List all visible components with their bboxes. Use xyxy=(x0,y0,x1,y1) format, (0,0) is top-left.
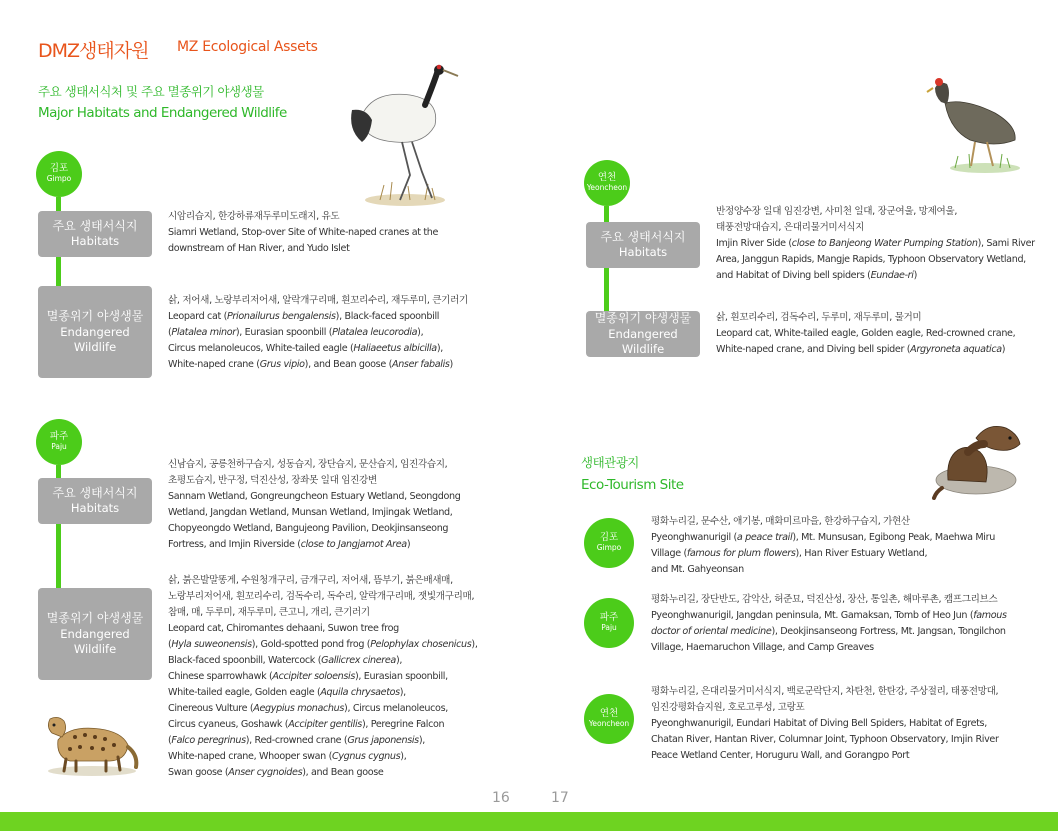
text-line: White-naped crane, and Diving bell spider (Argyroneta aquatica) xyxy=(716,344,1006,355)
text-line: 시암리습지, 한강하류재두루미도래지, 유도 xyxy=(168,211,340,222)
wildlife-label-ko: 멸종위기 야생생물 xyxy=(594,311,692,326)
eco-paju-text xyxy=(651,592,1051,656)
text-line: 평화누리길, 문수산, 애기봉, 매화미르마을, 한강하구습지, 가현산 xyxy=(651,516,910,527)
text-line: 반정양수장 일대 임진강변, 사미천 일대, 장군여울, 망제여울, xyxy=(716,206,958,217)
region-badge-label-ko: 연천 xyxy=(597,172,617,184)
section-title-eco-ko: 생태관광지 xyxy=(581,455,639,470)
region-badge-yeoncheon xyxy=(584,160,630,206)
habitats-label-box xyxy=(586,222,700,268)
text-line: Wetland, Jangdan Wetland, Munsan Wetland, Imjingak Wetland, xyxy=(168,507,453,518)
habitats-label-box xyxy=(38,211,152,257)
wildlife-label-en: Endangered Wildlife xyxy=(608,326,678,357)
habitats-label-ko: 주요 생태서식지 xyxy=(600,230,686,245)
habitats-label-en: Habitats xyxy=(70,234,120,249)
habitats-label-en: Habitats xyxy=(618,245,668,260)
text-line: Circus melanoleucos, White-tailed eagle (Haliaeetus albicilla), xyxy=(168,343,443,354)
region-badge-label-en: Gimpo xyxy=(46,174,72,184)
wildlife-label-ko: 멸종위기 야생생물 xyxy=(46,611,144,626)
text-line: Chatan River, Hantan River, Columnar Joint, Typhoon Observatory, Imjin River xyxy=(651,734,999,745)
leopard-cat-illustration xyxy=(40,705,140,777)
text-line: Village, Haemaruchon Village, and Camp Greaves xyxy=(651,642,874,653)
text-line: Leopard cat, White-tailed eagle, Golden eagle, Red-crowned crane, xyxy=(716,328,1016,339)
gimpo-wildlife-text xyxy=(168,293,478,373)
text-line: Leopard cat, Chiromantes dehaani, Suwon tree frog xyxy=(168,623,399,634)
text-line: Area, Janggun Rapids, Mangje Rapids, Typhoon Observatory Wetland, xyxy=(716,254,1026,265)
section-title-habitats-ko: 주요 생태서식처 및 주요 멸종위기 야생생물 xyxy=(38,84,264,99)
text-line: Sannam Wetland, Gongreungcheon Estuary Wetland, Seongdong xyxy=(168,491,461,502)
endangered-wildlife-label-box xyxy=(38,286,152,378)
habitats-label-ko: 주요 생태서식지 xyxy=(52,219,138,234)
text-line: Leopard cat (Prionailurus bengalensis), Black-faced spoonbill xyxy=(168,311,440,322)
text-line: Black-faced spoonbill, Watercock (Gallicrex cinerea), xyxy=(168,655,403,666)
text-line: 태풍전망대습지, 은대리물거미서식지 xyxy=(716,222,865,233)
text-line: Imjin River Side (close to Banjeong Water Pumping Station), Sami River xyxy=(716,238,1035,249)
text-line: (Platalea minor), Eurasian spoonbill (Platalea leucorodia), xyxy=(168,327,424,338)
text-line: White-naped crane, Whooper swan (Cygnus cygnus), xyxy=(168,751,407,762)
region-badge-paju xyxy=(36,419,82,465)
text-line: 초평도습지, 반구정, 덕진산성, 장좌못 일대 임진강변 xyxy=(168,475,377,486)
text-line: Pyeonghwanurigil, Eundari Habitat of Diving Bell Spiders, Habitat of Egrets, xyxy=(651,718,987,729)
region-badge-gimpo xyxy=(36,151,82,197)
region-badge-label-en: Paju xyxy=(601,623,617,633)
endangered-wildlife-label-box xyxy=(38,588,152,680)
eco-badge-gimpo xyxy=(584,518,634,568)
habitats-label-en: Habitats xyxy=(70,501,120,516)
text-line: Fortress, and Imjin Riverside (close to Jangjamot Area) xyxy=(168,539,411,550)
watercock-bird-illustration xyxy=(925,68,1025,176)
text-line: Swan goose (Anser cygnoides), and Bean goose xyxy=(168,767,384,778)
text-line: (Falco peregrinus), Red-crowned crane (Grus japonensis), xyxy=(168,735,425,746)
text-line: Village (famous for plum flowers), Han River Estuary Wetland, xyxy=(651,548,928,559)
habitats-label-box xyxy=(38,478,152,524)
text-line: Siamri Wetland, Stop-over Site of White-naped cranes at the xyxy=(168,227,439,238)
text-line: Circus cyaneus, Goshawk (Accipiter gentilis), Peregrine Falcon xyxy=(168,719,445,730)
text-line: (Hyla suweonensis), Gold-spotted pond frog (Pelophylax chosenicus), xyxy=(168,639,478,650)
paju-habitats-text xyxy=(168,457,488,553)
text-line: and Mt. Gahyeonsan xyxy=(651,564,744,575)
eco-yeoncheon-text xyxy=(651,684,1051,764)
page-title-korean: DMZ생태자원 xyxy=(38,40,149,62)
region-badge-label-en: Paju xyxy=(51,442,67,452)
wildlife-label-en: Endangered Wildlife xyxy=(60,626,130,657)
red-crowned-crane-illustration xyxy=(340,60,470,210)
text-line: Chopyeongdo Wetland, Bangujeong Pavilion, Deokjinsanseong xyxy=(168,523,449,534)
otter-illustration xyxy=(928,418,1028,500)
eco-badge-yeoncheon xyxy=(584,694,634,744)
text-line: 참매, 매, 두루미, 재두루미, 큰고니, 개리, 큰기러기 xyxy=(168,607,370,618)
eco-gimpo-text xyxy=(651,514,1031,578)
text-line: doctor of oriental medicine), Deokjinsanseong Fortress, Mt. Jangsan, Tongilchon xyxy=(651,626,1006,637)
endangered-wildlife-label-box xyxy=(586,311,700,357)
text-line: Pyeonghwanurigil, Jangdan peninsula, Mt. Gamaksan, Tomb of Heo Jun (famous xyxy=(651,610,1007,621)
text-line: 삵, 흰꼬리수리, 검독수리, 두루미, 재두루미, 물거미 xyxy=(716,312,922,323)
region-badge-label-ko: 김포 xyxy=(599,532,619,544)
text-line: Peace Wetland Center, Horuguru Wall, and Gorangpo Port xyxy=(651,750,910,761)
wildlife-label-en: Endangered Wildlife xyxy=(60,324,130,355)
text-line: 평화누리길, 장단반도, 감악산, 허준묘, 덕진산성, 장산, 통일촌, 해마루촌, 캠프그리브스 xyxy=(651,594,998,605)
text-line: 삵, 붉은발말똥게, 수원청개구리, 금개구리, 저어새, 뜸부기, 붉은배새매, xyxy=(168,575,453,586)
eco-badge-paju xyxy=(584,598,634,648)
yeoncheon-wildlife-text xyxy=(716,310,1051,358)
text-line: and Habitat of Diving bell spiders (Eundae-ri) xyxy=(716,270,917,281)
page-number-right: 17 xyxy=(551,790,569,806)
text-line: 삵, 저어새, 노랑부리저어새, 알락개구리매, 흰꼬리수리, 재두루미, 큰기러기 xyxy=(168,295,468,306)
yeoncheon-habitats-text xyxy=(716,204,1051,284)
text-line: 임진강평화습지원, 호로고루성, 고랑포 xyxy=(651,702,805,713)
text-line: 평화누리길, 은대리물거미서식지, 백로군락단지, 차탄천, 한탄강, 주상절리, 태풍전망대, xyxy=(651,686,999,697)
page-title-english: MZ Ecological Assets xyxy=(177,39,318,55)
region-badge-label-en: Yeoncheon xyxy=(586,183,628,193)
region-badge-label-ko: 연천 xyxy=(599,708,619,720)
text-line: White-naped crane (Grus vipio), and Bean goose (Anser fabalis) xyxy=(168,359,453,370)
text-line: 노랑부리저어새, 흰꼬리수리, 검독수리, 독수리, 알락개구리매, 잿빛개구리매, xyxy=(168,591,475,602)
habitats-label-ko: 주요 생태서식지 xyxy=(52,486,138,501)
paju-wildlife-text xyxy=(168,573,498,781)
wildlife-label-ko: 멸종위기 야생생물 xyxy=(46,309,144,324)
gimpo-habitats-text xyxy=(168,209,468,257)
text-line: Cinereous Vulture (Aegypius monachus), Circus melanoleucos, xyxy=(168,703,448,714)
region-badge-label-ko: 파주 xyxy=(49,431,69,443)
footer-green-bar xyxy=(0,812,1058,831)
text-line: 신남습지, 공릉천하구습지, 성동습지, 장단습지, 문산습지, 임진각습지, xyxy=(168,459,448,470)
section-title-habitats-en: Major Habitats and Endangered Wildlife xyxy=(38,105,287,121)
region-badge-label-en: Gimpo xyxy=(596,543,622,553)
text-line: Pyeonghwanurigil (a peace trail), Mt. Munsusan, Egibong Peak, Maehwa Miru xyxy=(651,532,995,543)
section-title-eco-en: Eco-Tourism Site xyxy=(581,477,684,493)
region-badge-label-ko: 파주 xyxy=(599,612,619,624)
text-line: White-tailed eagle, Golden eagle (Aquila chrysaetos), xyxy=(168,687,406,698)
region-badge-label-en: Yeoncheon xyxy=(588,719,630,729)
text-line: Chinese sparrowhawk (Accipiter soloensis), Eurasian spoonbill, xyxy=(168,671,448,682)
region-badge-label-ko: 김포 xyxy=(49,163,69,175)
text-line: downstream of Han River, and Yudo Islet xyxy=(168,243,350,254)
page-number-left: 16 xyxy=(492,790,510,806)
